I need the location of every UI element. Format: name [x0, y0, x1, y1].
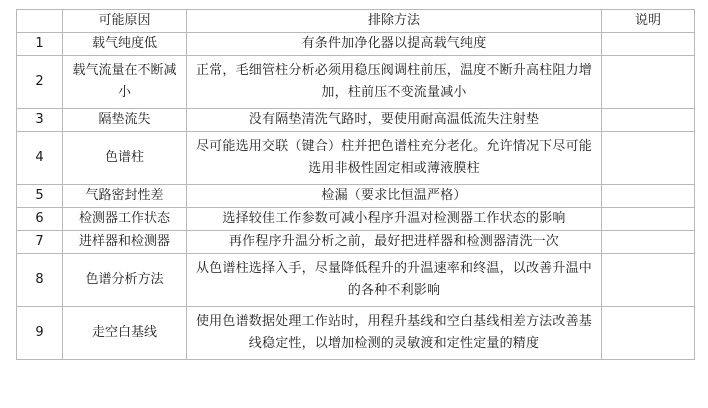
row-cause: 进样器和检测器: [63, 231, 187, 254]
row-cause: 隔垫流失: [63, 109, 187, 132]
row-cause: 载气流量在不断减小: [63, 56, 187, 109]
row-number: 9: [17, 307, 63, 360]
row-method: 有条件加净化器以提高载气纯度: [187, 33, 602, 56]
table-row: [17, 307, 695, 360]
row-cause: 载气纯度低: [63, 33, 187, 56]
row-method: 尽可能选用交联（键合）柱并把色谱柱充分老化。允许情况下尽可能选用非极性固定相或薄液膜柱: [187, 132, 602, 185]
row-number: 1: [17, 33, 63, 56]
header-method: 排除方法: [187, 10, 602, 33]
row-note: [602, 56, 695, 109]
row-note: [602, 132, 695, 185]
row-cause: 色谱柱: [63, 132, 187, 185]
row-note: [602, 33, 695, 56]
row-number: 7: [17, 231, 63, 254]
row-number: 3: [17, 109, 63, 132]
row-note: [602, 185, 695, 208]
row-cause: 气路密封性差: [63, 185, 187, 208]
row-method: 正常，毛细管柱分析必须用稳压阀调柱前压，温度不断升高柱阻力增加，柱前压不变流量减小: [187, 56, 602, 109]
row-note: [602, 109, 695, 132]
row-number: 4: [17, 132, 63, 185]
row-method: 使用色谱数据处理工作站时，用程升基线和空白基线相差方法改善基线稳定性，以增加检测的灵敏渡和定性定量的精度: [187, 307, 602, 360]
row-note: [602, 254, 695, 307]
table-row: [17, 254, 695, 307]
row-method: 选择较佳工作参数可减小程序升温对检测器工作状态的影响: [187, 208, 602, 231]
row-method: 没有隔垫清洗气路时，要使用耐高温低流失注射垫: [187, 109, 602, 132]
row-method: 从色谱柱选择入手，尽量降低程升的升温速率和终温，以改善升温中的各种不利影响: [187, 254, 602, 307]
row-method: 再作程序升温分析之前，最好把进样器和检测器清洗一次: [187, 231, 602, 254]
row-note: [602, 208, 695, 231]
row-cause: 检测器工作状态: [63, 208, 187, 231]
table-row: [17, 231, 695, 254]
table-row: [17, 33, 695, 56]
row-note: [602, 231, 695, 254]
row-note: [602, 307, 695, 360]
row-number: 6: [17, 208, 63, 231]
table-row: [17, 185, 695, 208]
header-cause: 可能原因: [63, 10, 187, 33]
row-cause: 色谱分析方法: [63, 254, 187, 307]
row-number: 2: [17, 56, 63, 109]
table-row: [17, 56, 695, 109]
header-row: [17, 10, 695, 33]
header-index: [17, 10, 63, 33]
table-row: [17, 132, 695, 185]
table-row: [17, 109, 695, 132]
table-row: [17, 208, 695, 231]
row-number: 8: [17, 254, 63, 307]
troubleshooting-table: [16, 9, 695, 360]
row-cause: 走空白基线: [63, 307, 187, 360]
header-note: 说明: [602, 10, 695, 33]
row-method: 检漏（要求比恒温严格）: [187, 185, 602, 208]
row-number: 5: [17, 185, 63, 208]
